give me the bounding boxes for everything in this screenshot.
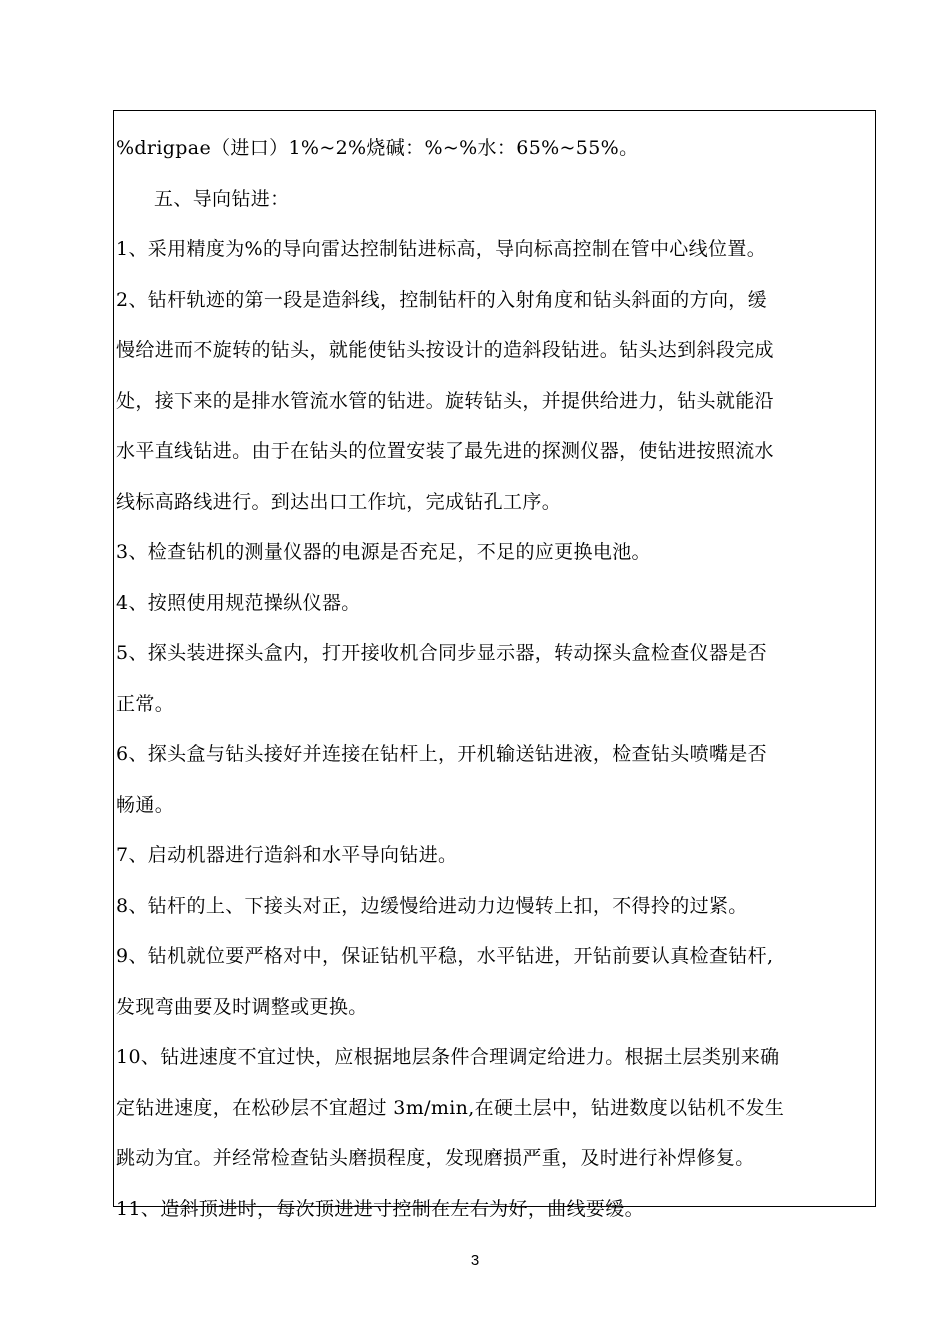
section-heading: 五、导向钻进： xyxy=(154,187,290,210)
text-line: 发现弯曲要及时调整或更换。 xyxy=(116,995,368,1018)
text-line: 10、钻进速度不宜过快，应根据地层条件合理调定给进力。根据土层类别来确 xyxy=(116,1046,780,1068)
text-line: 畅通。 xyxy=(116,793,175,816)
text-line: 2、钻杆轨迹的第一段是造斜线，控制钻杆的入射角度和钻头斜面的方向，缓 xyxy=(116,288,767,311)
text-line: 11、造斜顶进时，每次顶进进寸控制在左右为好，曲线要缓。 xyxy=(116,1197,644,1220)
content-frame xyxy=(113,110,876,1220)
text-line: 定钻进速度，在松砂层不宜超过 3m/min,在硬土层中，钻进数度以钻机不发生 xyxy=(116,1096,785,1119)
text-line: 1、采用精度为%的导向雷达控制钻进标高，导向标高控制在管中心线位置。 xyxy=(116,238,767,260)
text-line: 9、钻机就位要严格对中，保证钻机平稳，水平钻进，开钻前要认真检查钻杆, xyxy=(116,945,774,967)
text-line: 3、检查钻机的测量仪器的电源是否充足，不足的应更换电池。 xyxy=(116,541,651,563)
document-body xyxy=(116,123,874,1234)
page-number: 3 xyxy=(470,1252,480,1269)
text-line: 处，接下来的是排水管流水管的钻进。旋转钻头，并提供给进力，钻头就能沿 xyxy=(116,389,774,412)
text-line: 慢给进而不旋转的钻头，就能使钻头按设计的造斜段钻进。钻头达到斜段完成 xyxy=(116,339,774,361)
text-line: 跳动为宜。并经常检查钻头磨损程度，发现磨损严重，及时进行补焊修复。 xyxy=(116,1147,755,1169)
text-line: 线标高路线进行。到达出口工作坑，完成钻孔工序。 xyxy=(116,490,562,513)
text-line: 正常。 xyxy=(116,692,175,715)
text-line: 7、启动机器进行造斜和水平导向钻进。 xyxy=(116,844,458,866)
text-line: 8、钻杆的上、下接头对正，边缓慢给进动力边慢转上扣，不得拎的过紧。 xyxy=(116,894,748,917)
text-line: 水平直线钻进。由于在钻头的位置安装了最先进的探测仪器，使钻进按照流水 xyxy=(116,440,774,462)
text-line: 4、按照使用规范操纵仪器。 xyxy=(116,591,361,614)
text-line: 5、探头装进探头盒内，打开接收机合同步显示器，转动探头盒检查仪器是否 xyxy=(116,642,767,664)
text-line: %drigpae（进口）1%~2%烧碱：%~%水：65%~55%。 xyxy=(116,137,639,159)
text-line: 6、探头盒与钻头接好并连接在钻杆上，开机输送钻进液，检查钻头喷嘴是否 xyxy=(116,743,767,765)
